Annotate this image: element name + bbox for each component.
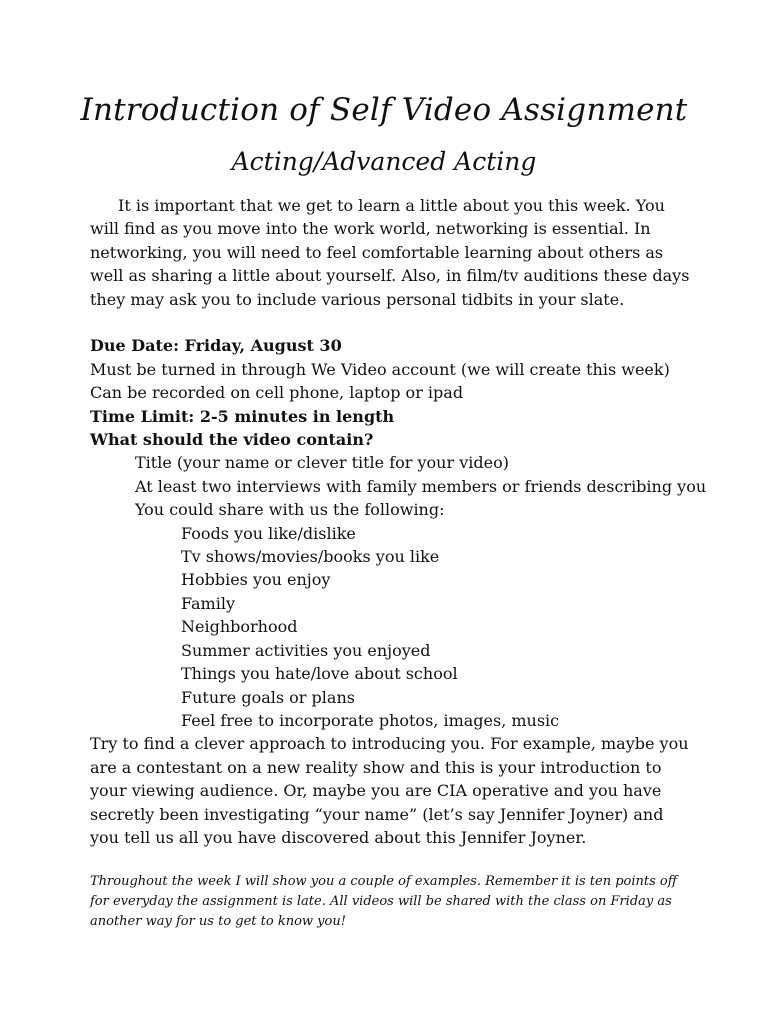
share-item: Hobbies you enjoy <box>181 570 331 590</box>
document-subtitle: Acting/Advanced Acting <box>231 147 537 176</box>
share-item: Future goals or plans <box>181 687 355 707</box>
share-item: Neighborhood <box>181 617 298 637</box>
turn-in-instructions: Must be turned in through We Video account (we will create this week) <box>90 359 670 379</box>
share-item: Foods you like/dislike <box>181 523 356 543</box>
intro-paragraph: It is important that we get to learn a little about you this week. You will find as you move into the work world, networking is essential. In networking, you will need to feel comfortable learning about others as well as sharing a little about yourself. Also, in film/tv auditions these days they may ask you to include various personal tidbits in your slate. <box>90 196 690 309</box>
time-limit: Time Limit: 2-5 minutes in length <box>90 406 395 426</box>
document-body <box>90 194 707 849</box>
closing-note: Throughout the week I will show you a couple of examples. Remember it is ten points off for everyday the assignment is late. All videos will be shared with the class on Friday as another way for us to get to know you! <box>90 874 677 929</box>
document-title: Introduction of Self Video Assignment <box>80 92 688 128</box>
share-item: Things you hate/love about school <box>181 664 458 684</box>
share-item: Family <box>181 593 235 613</box>
approach-paragraph: Try to find a clever approach to introducing you. For example, maybe you are a contestant on a new reality show and this is your introduction to your viewing audience. Or, maybe you are CIA operative and you have secretly been investigating “your name” (let’s say Jennifer Joyner) and you tell us all you have discovered about this Jennifer Joyner. <box>90 734 689 847</box>
contain-item: Title (your name or clever title for your video) <box>135 453 509 473</box>
contain-item: You could share with us the following: <box>135 500 445 520</box>
share-item: Summer activities you enjoyed <box>181 640 431 660</box>
contain-item: At least two interviews with family members or friends describing you <box>135 476 707 496</box>
share-item: Feel free to incorporate photos, images, music <box>181 710 560 730</box>
contain-heading: What should the video contain? <box>90 430 374 450</box>
due-date: Due Date: Friday, August 30 <box>90 336 342 356</box>
recording-devices: Can be recorded on cell phone, laptop or ipad <box>90 383 464 403</box>
share-item: Tv shows/movies/books you like <box>181 547 440 567</box>
